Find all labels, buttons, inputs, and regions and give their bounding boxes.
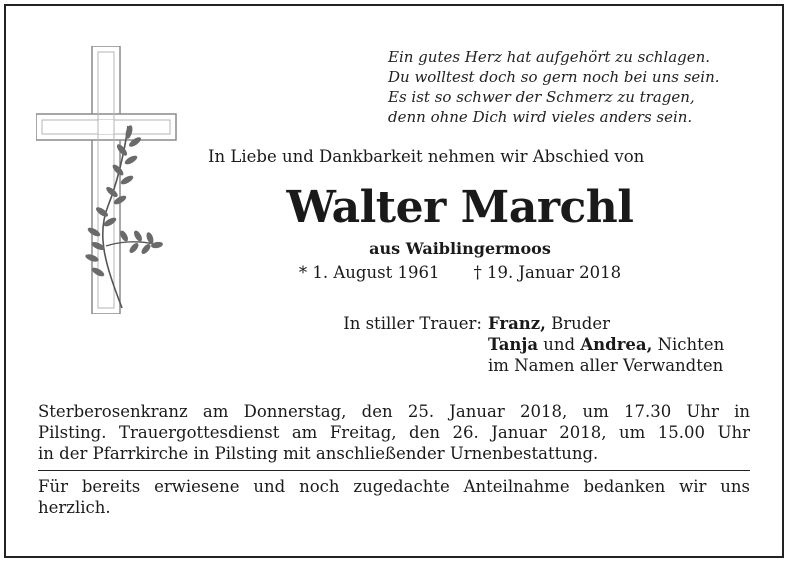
deceased-name: Walter Marchl xyxy=(286,182,634,233)
divider xyxy=(38,470,750,471)
poem-line: Ein gutes Herz hat aufgehört zu schlagen. xyxy=(388,48,711,66)
mourner-row xyxy=(488,313,778,334)
service-line: Sterberosenkranz am Donnerstag, den 25. Januar 2018, um 17.30 Uhr in xyxy=(38,402,750,421)
mourner-name: Tanja xyxy=(488,335,539,354)
poem-line: Es ist so schwer der Schmerz zu tragen, xyxy=(388,88,695,106)
poem xyxy=(388,47,778,127)
mourner-relation: Bruder xyxy=(545,314,611,333)
service-info xyxy=(38,401,750,464)
thanks-text xyxy=(38,476,750,518)
birth-date: * 1. August 1961 xyxy=(298,263,440,282)
mourning-label: In stiller Trauer: xyxy=(343,314,482,333)
life-dates xyxy=(200,262,720,284)
deceased-origin: aus Waiblingermoos xyxy=(369,239,551,258)
mourner-row xyxy=(488,334,778,355)
intro-text: In Liebe und Dankbarkeit nehmen wir Abschied von xyxy=(208,147,645,166)
service-line: in der Pfarrkirche in Pilsting mit anschließender Urnenbestattung. xyxy=(38,444,599,463)
death-date: † 19. Januar 2018 xyxy=(473,263,622,282)
poem-line: Du wolltest doch so gern noch bei uns sein. xyxy=(388,68,720,86)
mourner-row: im Namen aller Verwandten xyxy=(488,356,724,375)
thanks-line: Für bereits erwiesene und noch zugedachte Anteilnahme bedanken wir uns xyxy=(38,477,750,496)
mourners-list xyxy=(488,313,778,376)
mourner-name: Andrea, xyxy=(580,335,653,354)
mourner-relation: Nichten xyxy=(652,335,725,354)
poem-line: denn ohne Dich wird vieles anders sein. xyxy=(388,108,693,126)
cross-with-laurel-icon xyxy=(36,46,186,314)
mourner-connector: und xyxy=(538,335,581,354)
thanks-line: herzlich. xyxy=(38,498,111,517)
service-line: Pilsting. Trauergottesdienst am Freitag, den 26. Januar 2018, um 15.00 Uhr xyxy=(38,423,750,442)
mourner-name: Franz, xyxy=(488,314,546,333)
